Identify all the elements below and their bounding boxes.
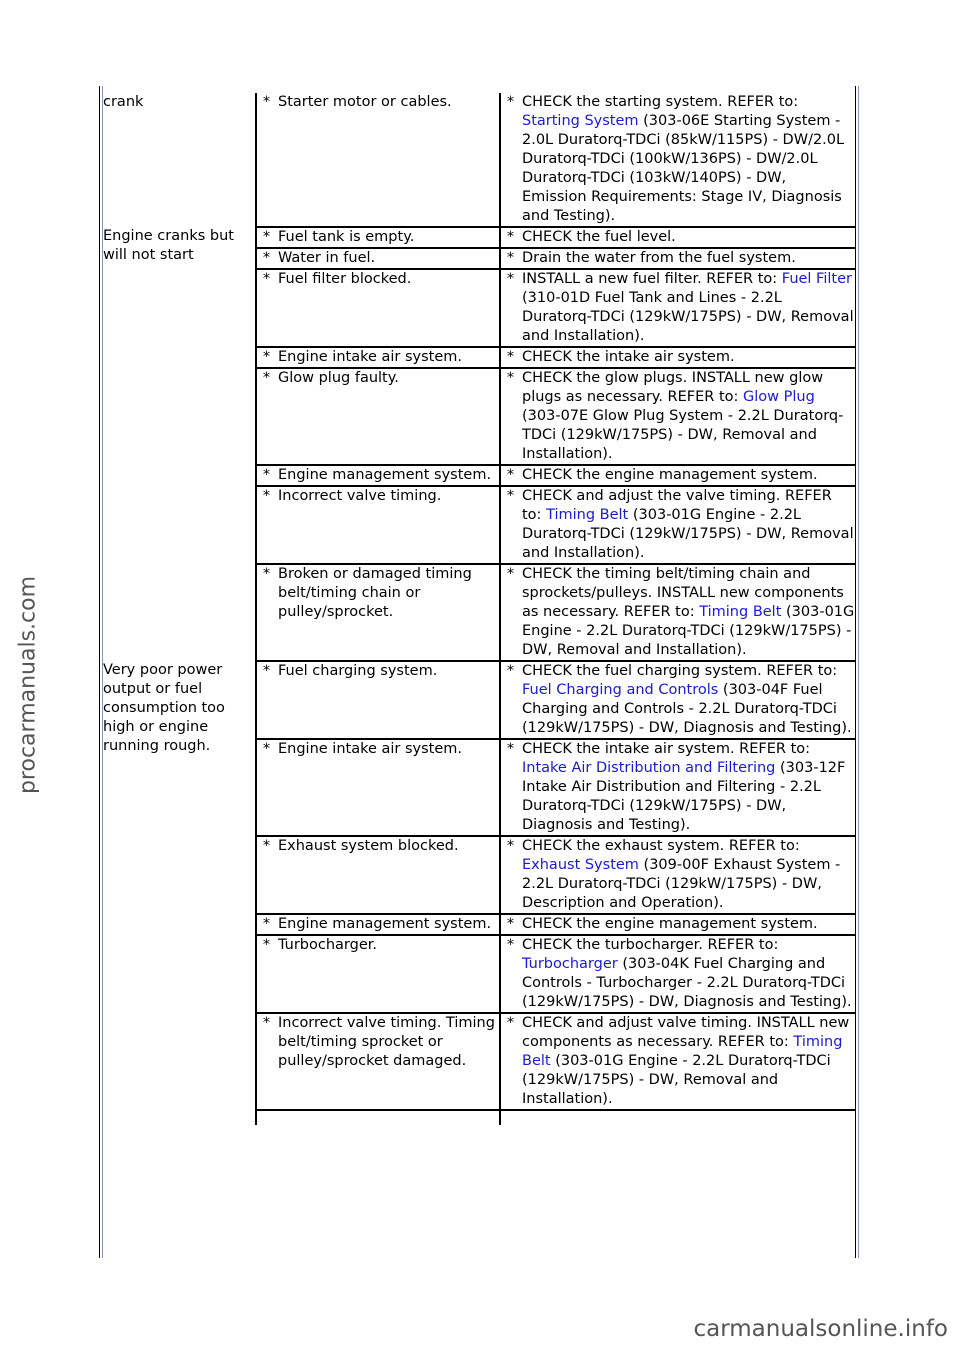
bullet-star: *: [506, 916, 515, 932]
action-cell: [500, 836, 855, 914]
condition-text: crank: [103, 94, 144, 110]
cause-text: Glow plug faulty.: [278, 370, 399, 386]
cause-cell: [256, 1013, 500, 1110]
bullet-star: *: [506, 937, 515, 953]
action-segment: (303-07E Glow Plug System - 2.2L Duratorq-TDCi (129kW/175PS) - DW, Removal and Installation).: [522, 408, 844, 462]
condition-cell: [103, 661, 256, 1110]
condition-text: Very poor power output or fuel consumption too high or engine running rough.: [103, 662, 225, 754]
action-cell: [500, 93, 855, 227]
bullet-star: *: [262, 566, 271, 582]
action-text: [520, 936, 855, 1012]
action-text: [520, 228, 855, 247]
action-segment: CHECK the exhaust system. REFER to:: [522, 838, 800, 854]
action-cell: [500, 914, 855, 935]
reference-link[interactable]: Intake Air Distribution and Filtering: [522, 760, 776, 776]
cause-cell: [256, 486, 500, 564]
cause-text: Water in fuel.: [278, 250, 376, 266]
action-cell: [500, 347, 855, 368]
bottom-watermark: carmanualsonline.info: [693, 1316, 948, 1342]
action-segment: CHECK the fuel level.: [522, 229, 676, 245]
action-segment: (309-00F Exhaust System - 2.2L Duratorq-TDCi (129kW/175PS) - DW, Description and Operation).: [522, 857, 841, 911]
action-cell: [500, 465, 855, 486]
cause-cell: [256, 661, 500, 739]
condition-cell: [103, 1110, 256, 1125]
action-text: [520, 487, 855, 563]
action-cell: [500, 269, 855, 347]
cause-text: Engine intake air system.: [278, 349, 463, 365]
bullet-star: *: [506, 741, 515, 757]
cause-cell: [256, 347, 500, 368]
bullet-star: *: [262, 838, 271, 854]
action-cell: [500, 564, 855, 661]
action-segment: (303-01G Engine - 2.2L Duratorq-TDCi (129kW/175PS) - DW, Removal and Installation).: [522, 604, 855, 658]
reference-link[interactable]: Timing Belt: [546, 507, 629, 523]
condition-cell: [103, 227, 256, 661]
cause-text: Engine management system.: [278, 467, 492, 483]
cause-text: Exhaust system blocked.: [278, 838, 459, 854]
bullet-star: *: [262, 937, 271, 953]
action-segment: CHECK the timing belt/timing chain and sprockets/pulleys. INSTALL new components as necessary. REFER to:: [522, 566, 844, 620]
cause-text: Incorrect valve timing. Timing belt/timing sprocket or pulley/sprocket damaged.: [278, 1015, 495, 1069]
action-text: [520, 837, 855, 913]
cause-text: Fuel tank is empty.: [278, 229, 415, 245]
action-segment: (303-01G Engine - 2.2L Duratorq-TDCi (129kW/175PS) - DW, Removal and Installation).: [522, 507, 854, 561]
cause-text: Starter motor or cables.: [278, 94, 452, 110]
bullet-star: *: [262, 94, 271, 110]
cause-cell: [256, 564, 500, 661]
action-segment: CHECK and adjust the valve timing. REFER to:: [522, 488, 832, 523]
bullet-star: *: [262, 349, 271, 365]
bullet-star: *: [506, 94, 515, 110]
action-segment: CHECK the fuel charging system. REFER to:: [522, 663, 838, 679]
reference-link[interactable]: Fuel Charging and Controls: [522, 682, 719, 698]
cause-cell: [256, 836, 500, 914]
reference-link[interactable]: Starting System: [522, 113, 639, 129]
bullet-star: *: [262, 229, 271, 245]
condition-text: Engine cranks but will not start: [103, 228, 234, 263]
cause-text: Engine management system.: [278, 916, 492, 932]
action-text: [520, 740, 855, 835]
action-cell: [500, 739, 855, 836]
action-text: [520, 466, 855, 485]
action-segment: (303-04K Fuel Charging and Controls - Turbocharger - 2.2L Duratorq-TDCi (129kW/175PS) - DW, Diagnosis and Testing).: [522, 956, 852, 1010]
action-text: [520, 249, 855, 268]
cause-cell: [256, 935, 500, 1013]
bullet-star: *: [506, 1015, 515, 1031]
bullet-star: *: [506, 229, 515, 245]
continuation-row: [103, 1110, 855, 1125]
condition-cell: [103, 93, 256, 227]
cause-text: Engine intake air system.: [278, 741, 463, 757]
bullet-star: *: [506, 370, 515, 386]
bullet-star: *: [506, 271, 515, 287]
cause-text: Broken or damaged timing belt/timing chain or pulley/sprocket.: [278, 566, 472, 620]
reference-link[interactable]: Turbocharger: [522, 956, 618, 972]
action-segment: CHECK the glow plugs. INSTALL new glow plugs as necessary. REFER to:: [522, 370, 824, 405]
action-cell: [500, 661, 855, 739]
action-segment: CHECK the starting system. REFER to:: [522, 94, 799, 110]
right-page-frame: [855, 86, 859, 1258]
bullet-star: *: [506, 663, 515, 679]
table-row: [103, 227, 855, 248]
cause-cell: [256, 227, 500, 248]
action-cell: [500, 248, 855, 269]
action-cell: [500, 935, 855, 1013]
action-text: [520, 348, 855, 367]
action-cell: [500, 486, 855, 564]
cause-cell: [256, 93, 500, 227]
cause-text: Turbocharger.: [278, 937, 378, 953]
reference-link[interactable]: Fuel Filter: [781, 271, 852, 287]
cause-cell: [256, 248, 500, 269]
bullet-star: *: [262, 271, 271, 287]
cause-cell: [256, 368, 500, 465]
bullet-star: *: [506, 349, 515, 365]
bullet-star: *: [262, 916, 271, 932]
bullet-star: *: [262, 1015, 271, 1031]
cause-text: Fuel charging system.: [278, 663, 438, 679]
action-text: [520, 369, 855, 464]
bullet-star: *: [262, 488, 271, 504]
reference-link[interactable]: Timing Belt: [522, 1034, 843, 1069]
action-segment: CHECK the engine management system.: [522, 916, 818, 932]
action-cell: [500, 1110, 855, 1125]
bullet-star: *: [262, 663, 271, 679]
reference-link[interactable]: Exhaust System: [522, 857, 639, 873]
action-text: [520, 270, 855, 346]
cause-cell: [256, 914, 500, 935]
action-segment: CHECK and adjust valve timing. INSTALL new components as necessary. REFER to:: [522, 1015, 850, 1050]
reference-link[interactable]: Glow Plug: [743, 389, 815, 405]
bullet-star: *: [506, 838, 515, 854]
bullet-star: *: [506, 250, 515, 266]
bullet-star: *: [506, 488, 515, 504]
cause-cell: [256, 1110, 500, 1125]
action-segment: (303-01G Engine - 2.2L Duratorq-TDCi (129kW/175PS) - DW, Removal and Installation).: [522, 1053, 831, 1107]
bullet-star: *: [506, 467, 515, 483]
action-segment: CHECK the intake air system. REFER to:: [522, 741, 811, 757]
cause-cell: [256, 269, 500, 347]
action-text: [520, 93, 855, 226]
action-segment: (303-04F Fuel Charging and Controls - 2.2L Duratorq-TDCi (129kW/175PS) - DW, Diagnosis and Testing).: [522, 682, 852, 736]
action-cell: [500, 1013, 855, 1110]
symptom-chart-table: [103, 93, 855, 1125]
action-segment: CHECK the intake air system.: [522, 349, 735, 365]
table-row: [103, 93, 855, 227]
action-segment: (303-06E Starting System - 2.0L Duratorq-TDCi (85kW/115PS) - DW/2.0L Duratorq-TDCi (100kW/136PS) - DW/2.0L Duratorq-TDCi (103kW/140PS) - DW, Emission Requirements: Stage IV, Diagnosis and Testing).: [522, 113, 845, 224]
side-watermark-text: procarmanuals.com: [15, 575, 41, 795]
action-segment: (310-01D Fuel Tank and Lines - 2.2L Duratorq-TDCi (129kW/175PS) - DW, Removal and Installation).: [522, 290, 854, 344]
action-text: [520, 662, 855, 738]
table-row: [103, 661, 855, 739]
cause-text: Incorrect valve timing.: [278, 488, 442, 504]
bullet-star: *: [262, 370, 271, 386]
cause-cell: [256, 739, 500, 836]
cause-text: Fuel filter blocked.: [278, 271, 412, 287]
bullet-star: *: [262, 467, 271, 483]
action-segment: CHECK the turbocharger. REFER to:: [522, 937, 779, 953]
bullet-star: *: [506, 566, 515, 582]
side-watermark: [8, 560, 48, 810]
action-segment: Drain the water from the fuel system.: [522, 250, 796, 266]
cause-cell: [256, 465, 500, 486]
action-segment: CHECK the engine management system.: [522, 467, 818, 483]
action-cell: [500, 227, 855, 248]
bullet-star: *: [262, 250, 271, 266]
action-text: [520, 1014, 855, 1109]
reference-link[interactable]: Timing Belt: [699, 604, 782, 620]
action-text: [520, 565, 855, 660]
action-cell: [500, 368, 855, 465]
action-segment: INSTALL a new fuel filter. REFER to:: [522, 271, 782, 287]
action-text: [520, 915, 855, 934]
action-segment: (303-12F Intake Air Distribution and Filtering - 2.2L Duratorq-TDCi (129kW/175PS) - DW, Diagnosis and Testing).: [522, 760, 846, 833]
bullet-star: *: [262, 741, 271, 757]
